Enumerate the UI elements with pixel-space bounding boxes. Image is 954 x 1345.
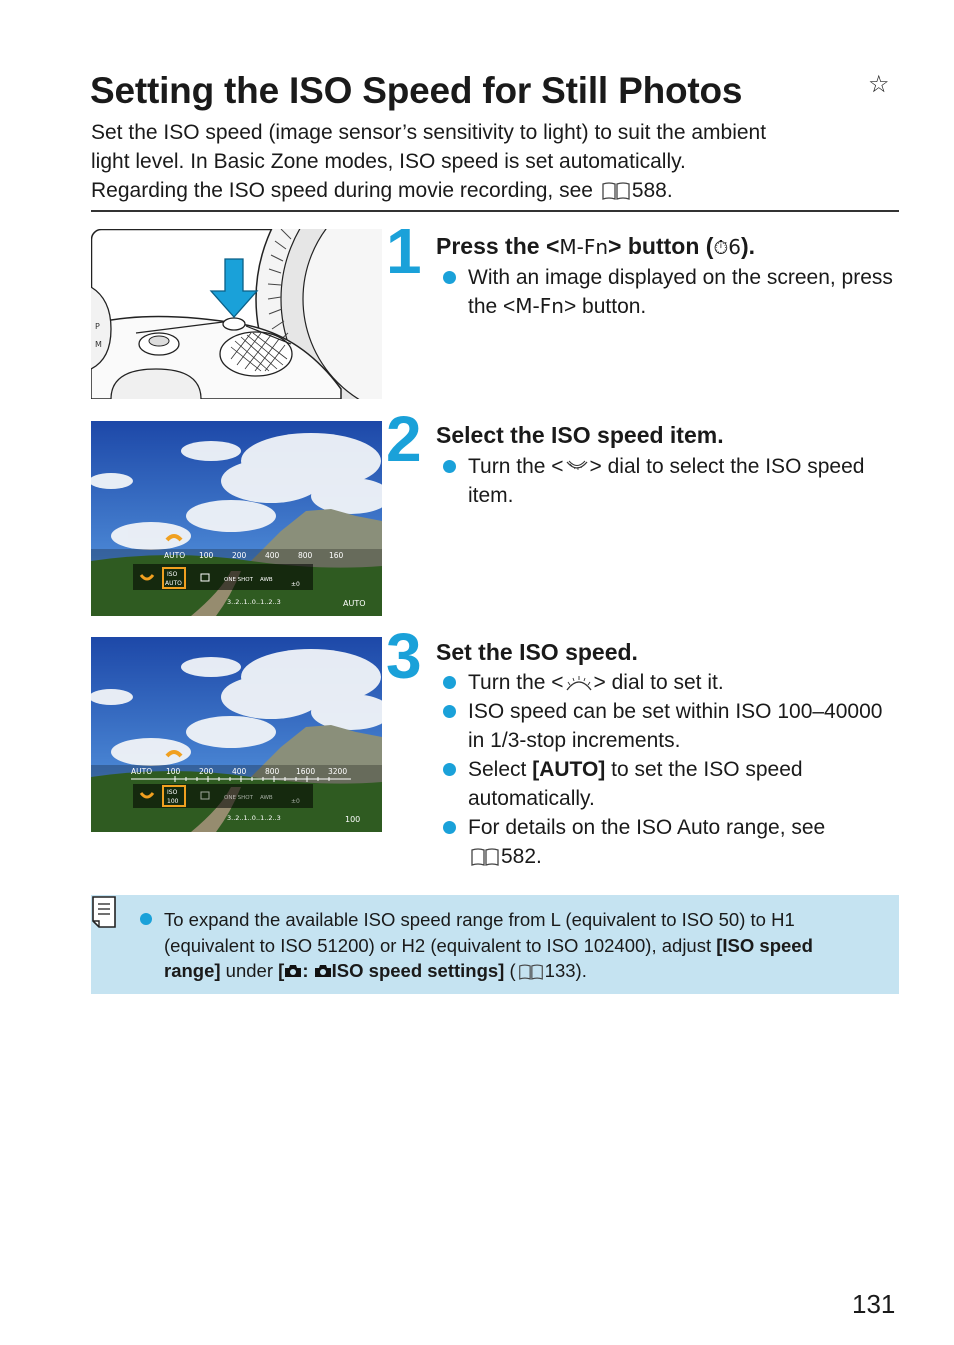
step-bullets (441, 452, 901, 510)
screen-set-iso (91, 637, 382, 832)
exposure-scale: 3..2..1..0..1..2..3 (227, 814, 281, 822)
note-list (140, 907, 870, 984)
quick-control-dial-icon (564, 458, 590, 476)
svg-text:P: P (95, 322, 100, 331)
svg-text:M: M (95, 340, 102, 349)
iso-value: 200 (199, 767, 214, 776)
exp-comp: ±0 (291, 581, 300, 588)
iso-box-top: ISO (167, 789, 178, 796)
step-number: 3 (386, 620, 422, 692)
wb-mode: AWB (260, 577, 273, 583)
step-number: 1 (386, 215, 422, 287)
page-number: 131 (852, 1289, 896, 1319)
iso-box-bottom: AUTO (165, 580, 182, 587)
book-icon (518, 964, 544, 980)
step-bullets (441, 668, 901, 871)
iso-value: 1600 (296, 767, 316, 776)
intro-paragraph (91, 118, 891, 205)
camera-illustration (91, 229, 382, 399)
iso-box-bottom: 100 (167, 798, 179, 805)
iso-value: 3200 (328, 767, 348, 776)
wb-mode: AWB (260, 795, 273, 801)
step-bullets (441, 263, 901, 321)
book-icon (470, 848, 500, 866)
shooting-camera-icon (314, 964, 332, 978)
memo-icon (91, 895, 117, 929)
main-dial-icon (564, 674, 594, 692)
exp-comp: ±0 (291, 798, 300, 805)
self-timer-icon: ⏱ (713, 237, 729, 259)
book-icon (601, 182, 631, 200)
iso-box-top: ISO (167, 571, 178, 578)
iso-value: 400 (232, 767, 247, 776)
note-item: To expand the available ISO speed range from L (equivalent to ISO 50) to H1 (equivalent to ISO 51200) or H2 (equivalent to ISO 102400), adjust [ISO speed range] under [ : ISO speed settings] ( 133). (140, 907, 870, 984)
step-title: Set the ISO speed. (436, 639, 638, 665)
bullet-item: Select [AUTO] to set the ISO speed automatically. (441, 755, 901, 813)
intro-line: Regarding the ISO speed during movie recording, see 588. (91, 179, 673, 202)
iso-value: AUTO (131, 767, 153, 776)
mfn-key: M-Fn (559, 235, 609, 259)
intro-line: light level. In Basic Zone modes, ISO speed is set automatically. (91, 150, 686, 173)
step-title: Select the ISO speed item. (436, 422, 724, 448)
iso-value: 160 (329, 551, 344, 560)
bullet-item: Turn the < > dial to select the ISO speed item. (441, 452, 901, 510)
step-number: 2 (386, 403, 422, 475)
page-title: Setting the ISO Speed for Still Photos (90, 70, 743, 111)
screen-select-iso (91, 421, 382, 616)
af-mode: ONE SHOT (224, 577, 253, 583)
iso-value: AUTO (164, 551, 186, 560)
iso-value: 800 (298, 551, 313, 560)
exposure-scale: 3..2..1..0..1..2..3 (227, 598, 281, 606)
bullet-item: ISO speed can be set within ISO 100–40000 in 1/3-stop increments. (441, 697, 901, 755)
intro-line: Set the ISO speed (image sensor’s sensitivity to light) to suit the ambient (91, 121, 767, 144)
bullet-item: With an image displayed on the screen, press the <M-Fn> button. (441, 263, 901, 321)
iso-value: 800 (265, 767, 280, 776)
bullet-item: Turn the < > dial to set it. (441, 668, 901, 697)
af-mode: ONE SHOT (224, 795, 253, 801)
iso-value: 400 (265, 551, 280, 560)
step-title: Press the <M-Fn> button (⏱6). (436, 233, 756, 259)
bullet-item: For details on the ISO Auto range, see 582. (441, 813, 901, 871)
title-rule (91, 210, 899, 212)
iso-value: 100 (166, 767, 181, 776)
iso-corner-value: AUTO (343, 599, 366, 608)
star-icon: ☆ (868, 71, 890, 98)
iso-value: 200 (232, 551, 247, 560)
shooting-camera-icon (284, 964, 302, 978)
iso-corner-value: 100 (345, 815, 361, 824)
iso-value: 100 (199, 551, 214, 560)
